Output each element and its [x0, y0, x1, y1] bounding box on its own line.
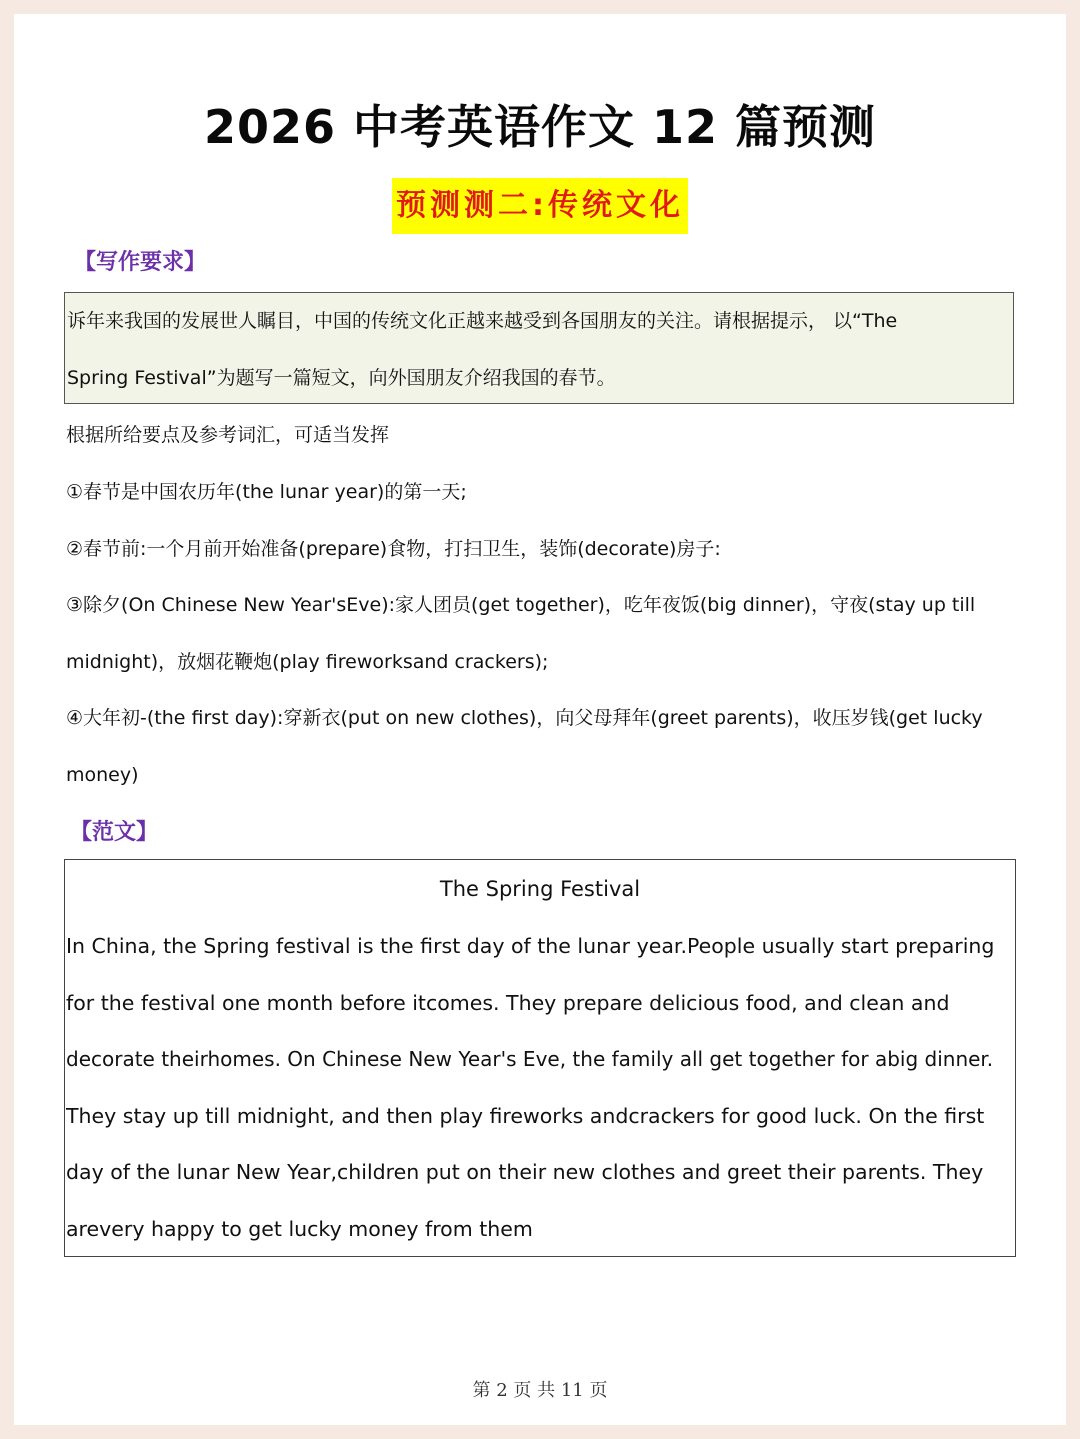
- page-title: 2026 中考英语作文 12 篇预测: [203, 100, 877, 154]
- subtitle-wrapper: [0, 178, 1080, 234]
- requirements-intro: 根据所给要点及参考词汇，可适当发挥: [66, 424, 390, 446]
- requirement-point-continued: midnight)，放烟花鞭炮(play fireworksand crackers);: [66, 651, 549, 673]
- requirements-label: 【写作要求】: [74, 250, 207, 275]
- essay-line: day of the lunar New Year,children put on their new clothes and greet their parents. They: [66, 1160, 984, 1184]
- requirement-point: ①春节是中国农历年(the lunar year)的第一天;: [66, 481, 467, 503]
- highlighted-subtitle: 预测测二:传统文化: [392, 178, 688, 234]
- essay-line: decorate theirhomes. On Chinese New Year's Eve, the family all get together for abig dinner.: [66, 1047, 994, 1071]
- essay-line: In China, the Spring festival is the first day of the lunar year.People usually start preparing: [66, 934, 995, 958]
- essay-line: for the festival one month before itcomes. They prepare delicious food, and clean and: [66, 991, 950, 1015]
- essay-title: The Spring Festival: [439, 877, 641, 901]
- requirements-box: [64, 292, 1014, 404]
- essay-line: They stay up till midnight, and then play fireworks andcrackers for good luck. On the first: [66, 1104, 985, 1128]
- sample-essay-box: [64, 859, 1016, 1257]
- essay-line: arevery happy to get lucky money from them: [66, 1217, 533, 1241]
- requirement-point: ③除夕(On Chinese New Year'sEve):家人团员(get together)，吃年夜饭(big dinner)，守夜(stay up till: [66, 594, 976, 616]
- requirements-box-line: 诉年来我国的发展世人瞩目，中国的传统文化正越来越受到各国朋友的关注。请根据提示， 以“The: [67, 310, 898, 332]
- requirement-point-continued: money): [66, 764, 139, 786]
- requirements-box-line: Spring Festival”为题写一篇短文，向外国朋友介绍我国的春节。: [67, 367, 616, 389]
- requirement-point: ④大年初-(the first day):穿新衣(put on new clothes)，向父母拜年(greet parents)，收压岁钱(get lucky: [66, 707, 983, 729]
- page-number: 第 2 页 共 11 页: [472, 1380, 608, 1401]
- requirement-point: ②春节前:一个月前开始准备(prepare)食物，打扫卫生，装饰(decorate)房子:: [66, 538, 721, 560]
- sample-essay-label: 【范文】: [70, 820, 159, 845]
